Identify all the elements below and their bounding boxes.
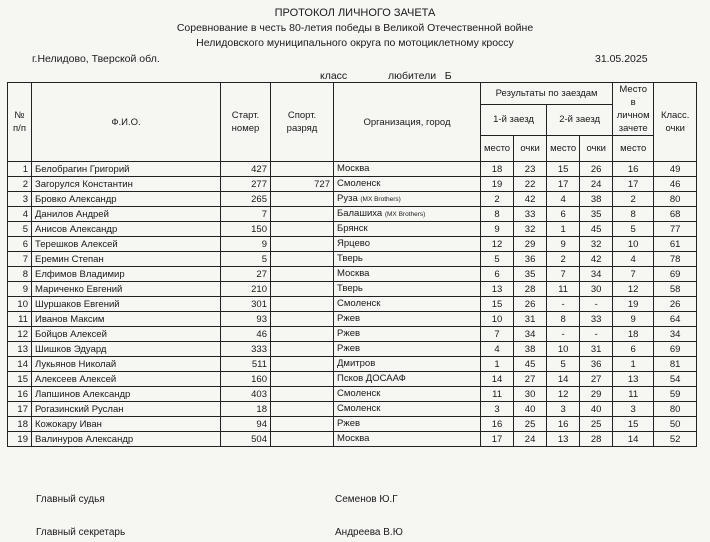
rider-name: Анисов Александр [32,222,221,237]
organization: Ржев [334,342,481,357]
start-number: 427 [221,162,271,177]
sport-rank: 727 [271,177,334,192]
sport-rank [271,222,334,237]
sport-rank [271,357,334,372]
final-place: 3 [613,402,654,417]
organization-team: (MX Brothers) [384,211,426,218]
start-number: 277 [221,177,271,192]
race1-place: 7 [481,327,514,342]
race2-points: 26 [580,162,613,177]
race1-place: 2 [481,192,514,207]
race1-points: 26 [514,297,547,312]
race1-place: 8 [481,207,514,222]
race2-points: 28 [580,432,613,447]
row-number: 5 [8,222,32,237]
document-title: ПРОТОКОЛ ЛИЧНОГО ЗАЧЕТА [274,7,436,19]
col-header-start: Старт. номер [221,83,271,162]
race2-place: 16 [547,417,580,432]
final-place: 16 [613,162,654,177]
start-number: 265 [221,192,271,207]
race2-place: 17 [547,177,580,192]
race2-place: 4 [547,192,580,207]
rider-name: Лапшинов Александр [32,387,221,402]
sport-rank [271,282,334,297]
row-number: 15 [8,372,32,387]
rider-name: Белобрагин Григорий [32,162,221,177]
rider-name: Загорулся Константин [32,177,221,192]
sport-rank [271,297,334,312]
start-number: 301 [221,297,271,312]
class-points: 59 [654,387,697,402]
row-number: 13 [8,342,32,357]
rider-name: Лукьянов Николай [32,357,221,372]
sport-rank [271,312,334,327]
race1-points: 22 [514,177,547,192]
row-number: 7 [8,252,32,267]
chief-secretary-name: Андреева В.Ю [335,527,403,538]
chief-judge-label: Главный судья [36,494,105,505]
final-place: 13 [613,372,654,387]
race1-place: 16 [481,417,514,432]
final-place: 14 [613,432,654,447]
sport-rank [271,372,334,387]
class-points: 61 [654,237,697,252]
race1-points: 29 [514,237,547,252]
row-number: 16 [8,387,32,402]
organization: Балашиха (MX Brothers) [334,207,481,222]
rider-name: Елфимов Владимир [32,267,221,282]
race2-points: 24 [580,177,613,192]
table-row [8,342,697,357]
start-number: 150 [221,222,271,237]
race2-place: 6 [547,207,580,222]
race2-points: 33 [580,312,613,327]
class-points: 26 [654,297,697,312]
race2-points: 30 [580,282,613,297]
sport-rank [271,387,334,402]
race1-place: 15 [481,297,514,312]
sport-rank [271,342,334,357]
race2-place: 15 [547,162,580,177]
table-row [8,402,697,417]
race1-points: 40 [514,402,547,417]
row-number: 14 [8,357,32,372]
race2-points: 38 [580,192,613,207]
start-number: 7 [221,207,271,222]
race1-place: 5 [481,252,514,267]
col-header-race2-place: место [547,136,580,162]
rider-name: Кожокару Иван [32,417,221,432]
start-number: 46 [221,327,271,342]
race2-place: 11 [547,282,580,297]
race2-place: - [547,327,580,342]
race2-place: 3 [547,402,580,417]
class-points: 69 [654,267,697,282]
class-points: 54 [654,372,697,387]
class-points: 81 [654,357,697,372]
rider-name: Рогазинский Руслан [32,402,221,417]
class-points: 64 [654,312,697,327]
class-value: любители Б [388,70,452,82]
race2-place: 2 [547,252,580,267]
organization: Смоленск [334,177,481,192]
race2-points: - [580,297,613,312]
race2-place: 5 [547,357,580,372]
race1-points: 23 [514,162,547,177]
final-place: 10 [613,237,654,252]
row-number: 1 [8,162,32,177]
event-date: 31.05.2025 [595,53,648,65]
final-place: 19 [613,297,654,312]
race1-points: 42 [514,192,547,207]
class-points: 34 [654,327,697,342]
organization: Смоленск [334,402,481,417]
race1-place: 9 [481,222,514,237]
col-header-num: № п/п [8,83,32,162]
col-header-name: Ф.И.О. [32,83,221,162]
start-number: 210 [221,282,271,297]
race1-points: 30 [514,387,547,402]
sport-rank [271,237,334,252]
table-row [8,282,697,297]
col-header-place-label: Место в личном зачете [613,83,654,136]
final-place: 8 [613,207,654,222]
class-points: 69 [654,342,697,357]
chief-secretary-label: Главный секретарь [36,527,126,538]
race2-place: 8 [547,312,580,327]
rider-name: Шуршаков Евгений [32,297,221,312]
race2-place: 13 [547,432,580,447]
sport-rank [271,327,334,342]
table-row [8,237,697,252]
race1-place: 17 [481,432,514,447]
rider-name: Терешков Алексей [32,237,221,252]
start-number: 93 [221,312,271,327]
col-header-class-points: Класс. очки [654,83,697,162]
final-place: 1 [613,357,654,372]
class-points: 58 [654,282,697,297]
sport-rank [271,267,334,282]
table-row [8,252,697,267]
race1-place: 10 [481,312,514,327]
start-number: 504 [221,432,271,447]
race2-place: 10 [547,342,580,357]
race1-points: 34 [514,327,547,342]
race2-points: 40 [580,402,613,417]
race1-place: 3 [481,402,514,417]
race2-points: 25 [580,417,613,432]
final-place: 18 [613,327,654,342]
race1-points: 33 [514,207,547,222]
rider-name: Шишков Эдуард [32,342,221,357]
class-points: 80 [654,192,697,207]
rider-name: Алексеев Алексей [32,372,221,387]
class-points: 46 [654,177,697,192]
class-points: 50 [654,417,697,432]
col-header-race2: 2-й заезд [547,104,613,135]
class-points: 68 [654,207,697,222]
sport-rank [271,432,334,447]
race1-points: 28 [514,282,547,297]
race2-points: 35 [580,207,613,222]
race2-points: 45 [580,222,613,237]
race2-place: 9 [547,237,580,252]
class-points: 49 [654,162,697,177]
race1-points: 25 [514,417,547,432]
row-number: 6 [8,237,32,252]
organization: Тверь [334,282,481,297]
table-row [8,432,697,447]
race2-points: 34 [580,267,613,282]
row-number: 11 [8,312,32,327]
start-number: 511 [221,357,271,372]
class-points: 52 [654,432,697,447]
rider-name: Иванов Максим [32,312,221,327]
race2-points: 36 [580,357,613,372]
organization: Москва [334,162,481,177]
start-number: 27 [221,267,271,282]
sport-rank [271,417,334,432]
results-table [7,82,697,447]
sport-rank [271,162,334,177]
organization: Брянск [334,222,481,237]
document-subtitle-1: Соревнование в честь 80-летия победы в Великой Отечественной войне [176,22,534,34]
organization: Ржев [334,417,481,432]
race1-points: 31 [514,312,547,327]
class-label: класс [320,70,348,82]
table-row [8,177,697,192]
col-header-race1-points: очки [514,136,547,162]
race1-place: 1 [481,357,514,372]
rider-name: Бойцов Алексей [32,327,221,342]
race1-place: 4 [481,342,514,357]
race2-points: 42 [580,252,613,267]
col-header-results: Результаты по заездам [481,83,613,105]
final-place: 9 [613,312,654,327]
table-row [8,207,697,222]
organization: Москва [334,432,481,447]
rider-name: Данилов Андрей [32,207,221,222]
rider-name: Валинуров Александр [32,432,221,447]
final-place: 6 [613,342,654,357]
sport-rank [271,252,334,267]
race1-points: 35 [514,267,547,282]
race2-points: 27 [580,372,613,387]
race2-place: 12 [547,387,580,402]
final-place: 5 [613,222,654,237]
start-number: 9 [221,237,271,252]
col-header-race1-place: место [481,136,514,162]
organization: Псков ДОСААФ [334,372,481,387]
start-number: 94 [221,417,271,432]
start-number: 160 [221,372,271,387]
final-place: 7 [613,267,654,282]
rider-name: Бровко Александр [32,192,221,207]
organization: Смоленск [334,297,481,312]
race1-place: 11 [481,387,514,402]
table-row [8,222,697,237]
sport-rank [271,192,334,207]
organization: Дмитров [334,357,481,372]
organization: Москва [334,267,481,282]
table-row [8,357,697,372]
col-header-final-place: место [613,136,654,162]
col-header-rank: Спорт. разряд [271,83,334,162]
start-number: 333 [221,342,271,357]
row-number: 4 [8,207,32,222]
race1-place: 6 [481,267,514,282]
start-number: 5 [221,252,271,267]
race1-points: 32 [514,222,547,237]
race1-place: 19 [481,177,514,192]
organization: Тверь [334,252,481,267]
race2-place: 7 [547,267,580,282]
race1-points: 36 [514,252,547,267]
race2-place: 1 [547,222,580,237]
col-header-org: Организация, город [334,83,481,162]
race1-points: 24 [514,432,547,447]
table-row [8,312,697,327]
row-number: 9 [8,282,32,297]
race2-points: 29 [580,387,613,402]
rider-name: Мариченко Евгений [32,282,221,297]
race1-points: 38 [514,342,547,357]
final-place: 11 [613,387,654,402]
sport-rank [271,207,334,222]
final-place: 12 [613,282,654,297]
chief-judge-name: Семенов Ю.Г [335,494,398,505]
table-row [8,192,697,207]
row-number: 19 [8,432,32,447]
row-number: 3 [8,192,32,207]
event-city: г.Нелидово, Тверской обл. [32,53,160,65]
row-number: 17 [8,402,32,417]
race1-place: 18 [481,162,514,177]
table-row [8,297,697,312]
row-number: 10 [8,297,32,312]
race1-points: 45 [514,357,547,372]
race2-points: 31 [580,342,613,357]
start-number: 18 [221,402,271,417]
table-row [8,267,697,282]
rider-name: Еремин Степан [32,252,221,267]
final-place: 15 [613,417,654,432]
race1-place: 14 [481,372,514,387]
table-row [8,417,697,432]
row-number: 18 [8,417,32,432]
race1-points: 27 [514,372,547,387]
race1-place: 13 [481,282,514,297]
organization: Ржев [334,327,481,342]
table-row [8,162,697,177]
organization-team: (MX Brothers) [360,196,401,203]
final-place: 17 [613,177,654,192]
race2-place: - [547,297,580,312]
final-place: 2 [613,192,654,207]
row-number: 8 [8,267,32,282]
table-row [8,372,697,387]
row-number: 2 [8,177,32,192]
class-points: 80 [654,402,697,417]
row-number: 12 [8,327,32,342]
race1-place: 12 [481,237,514,252]
col-header-race2-points: очки [580,136,613,162]
race2-points: - [580,327,613,342]
race2-place: 14 [547,372,580,387]
organization: Ярцево [334,237,481,252]
start-number: 403 [221,387,271,402]
organization: Смоленск [334,387,481,402]
sport-rank [271,402,334,417]
class-points: 78 [654,252,697,267]
organization: Ржев [334,312,481,327]
table-row [8,387,697,402]
organization: Руза (MX Brothers) [334,192,481,207]
col-header-race1: 1-й заезд [481,104,547,135]
class-points: 77 [654,222,697,237]
final-place: 4 [613,252,654,267]
document-subtitle-2: Нелидовского муниципального округа по мотоциклетному кроссу [196,37,514,49]
table-row [8,327,697,342]
race2-points: 32 [580,237,613,252]
